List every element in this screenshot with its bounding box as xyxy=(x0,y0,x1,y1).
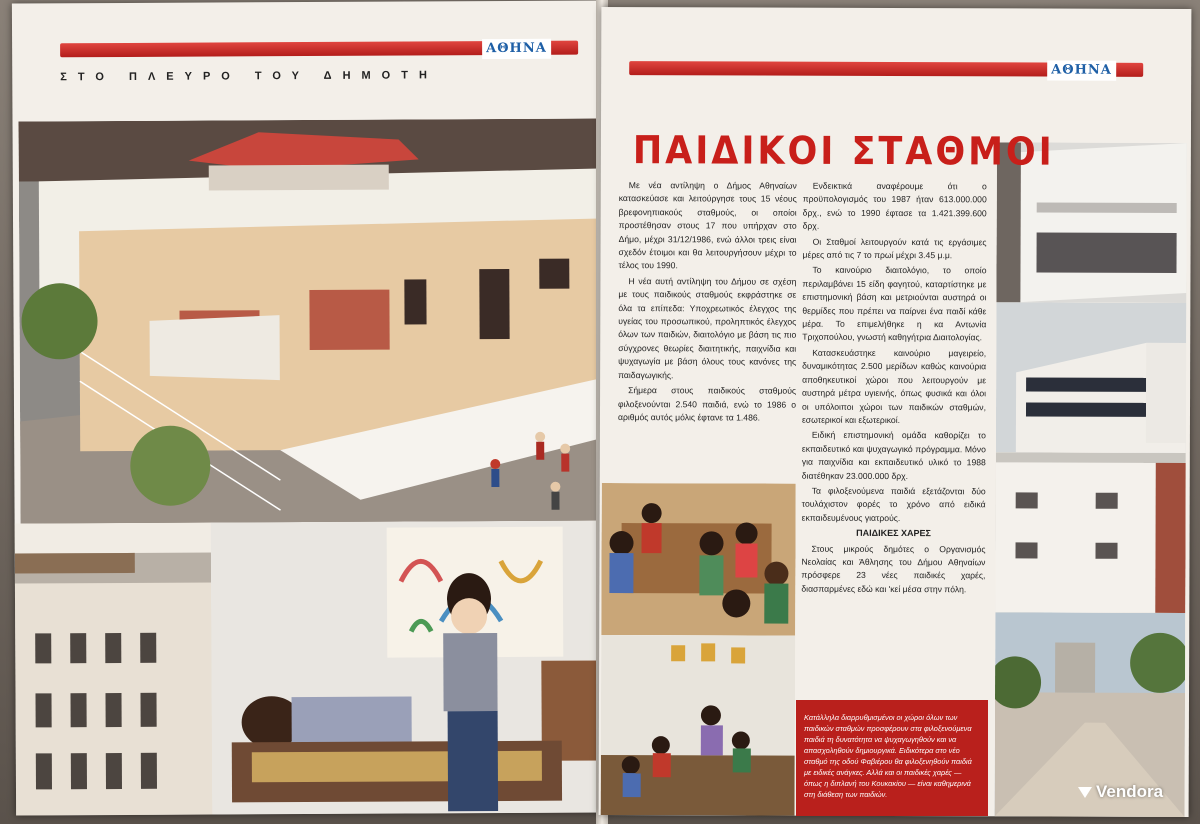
subheading: ΠΑΙΔΙΚΕΣ ΧΑΡΕΣ xyxy=(856,528,931,539)
article-column-2 xyxy=(801,180,986,599)
left-page xyxy=(12,0,606,815)
paragraph: Με νέα αντίληψη ο Δήμος Αθηναίων κατασκεύασε και λειτούργησε τους 15 νέους βρεφονηπιακούς σταθμούς, οι οποίοι προστέθησαν στους 17 που υπήρχαν στο Δήμο, μέχρι 31/12/1986, ενώ άλλοι τρεις είναι σχεδόν έτοιμοι και θα λειτουργήσουν μέχρι το τέλος του 1990. xyxy=(618,180,797,271)
paragraph: Η νέα αυτή αντίληψη του Δήμου σε σχέση με τους παιδικούς σταθμούς εκφράστηκε σε όλα τα επίπεδα: Υποχρεωτικός έλεγχος της υγείας του προσωπικού, προληπτικός έλεγχος όλων των παιδιών, διαιτολόγιο με βάση τις πιο σύγχρονες θεωρίες διαιτητικής, παιχνίδια και ψυχαγωγία με βάση όλους τους κανόνες της παιδαγωγικής. xyxy=(618,275,797,380)
paragraph: Κατασκευάστηκε καινούριο μαγειρείο, δυναμικότητας 2.500 μερίδων καθώς καινούρια αποθηκευτικοί χώροι που λειτουργούν με αυστηρά μέτρα υγιεινής, όπως φυσικά και όλοι οι υπόλοιποι χώροι των παιδικών σταθμών, εσωτερικοί και εξωτερικοί. xyxy=(801,347,987,425)
white-building-photo xyxy=(995,452,1186,613)
kindergarten-building-photo xyxy=(18,118,604,525)
article-column-1 xyxy=(618,179,797,427)
children-playing-photo xyxy=(211,520,607,814)
right-page xyxy=(599,7,1192,817)
article-title: ΠΑΙΔΙΚΟΙ ΣΤΑΘΜΟΙ xyxy=(632,129,1055,175)
paragraph: Ενδεικτικά αναφέρουμε ότι ο προϋπολογισμός του 1987 ήταν 613.000.000 δρχ., ενώ το 1990 έφτασε τα 1.421.399.600 δρχ. xyxy=(802,180,987,231)
paragraph: Οι Σταθμοί λειτουργούν κατά τις εργάσιμες μέρες από τις 7 το πρωί μέχρι 3.45 μ.μ. xyxy=(802,236,987,261)
classroom-children-photo xyxy=(601,483,796,636)
school-building-photo xyxy=(996,302,1187,453)
street-building-photo xyxy=(15,522,217,815)
paragraph: Ειδική επιστημονική ομάδα καθορίζει το εκπαιδευτικό και ψυχαγωγικό πρόγραμμα. Μόνο για παιχνίδια και εκπαιδευτικό υλικό το 1988 διατέθηκαν 23.000.000 δρχ. xyxy=(801,430,986,481)
photo-caption: Κατάλληλα διαρρυθμισμένοι οι χώροι όλων των παιδικών σταθμών προσφέρουν στα φιλοξενούμενα παιδιά τη δυνατότητα να ψυχαγωγηθούν και να απασχοληθούν δημιουργικά. Ειδικότερα στο νέο σταθμό της οδού Φαβιέρου θα φιλοξενηθούν παιδιά με ειδικές ανάγκες. Αλλά και οι παιδικές χαρές — όπως η διπλανή του Κουκακίου — είναι καθημερινά στη διάθεση των παιδιών. xyxy=(796,700,988,816)
paragraph: Το καινούριο διαιτολόγιο, το οποίο περιλαμβάνει 15 είδη φαγητού, καταρτίστηκε με επιστημονική βάση και μετριούνται αυστηρά οι θερμίδες που πρέπει να παίρνει ένα παιδί κάθε μέρα. Το επιμελήθηκε η κα Αντωνία Τριχοπούλου, γνωστή καθηγήτρια Διαιτολογίας. xyxy=(802,265,987,343)
paragraph: Στους μικρούς δημότες ο Οργανισμός Νεολαίας και Άθλησης του Δήμου Αθηναίων πρόσφερε 23 νέες παιδικές χαρές, διασπαρμένες εδώ και 'κεί μέσα στην πόλη. xyxy=(801,543,986,595)
classroom-activity-photo xyxy=(601,635,796,816)
vendora-watermark xyxy=(1078,782,1163,802)
watermark-label: Vendora xyxy=(1096,782,1164,801)
section-kicker: ΣΤΟ ΠΛΕΥΡΟ ΤΟΥ ΔΗΜΟΤΗ xyxy=(60,69,438,84)
paragraph: Σήμερα στους παιδικούς σταθμούς φιλοξενούνται 2.540 παιδιά, ενώ το 1986 ο αριθμός αυτός μόλις έφτανε τα 1.486. xyxy=(617,385,797,423)
vendora-logo-icon xyxy=(1078,787,1092,798)
athina-logo: ΑΘΗΝΑ xyxy=(482,39,551,59)
paragraph: Τα φιλοξενούμενα παιδιά εξετάζονται δύο τουλάχιστον φορές το χρόνο από ειδικά εκπαιδευμένους γιατρούς. xyxy=(801,485,986,523)
athina-logo: ΑΘΗΝΑ xyxy=(1047,61,1116,81)
